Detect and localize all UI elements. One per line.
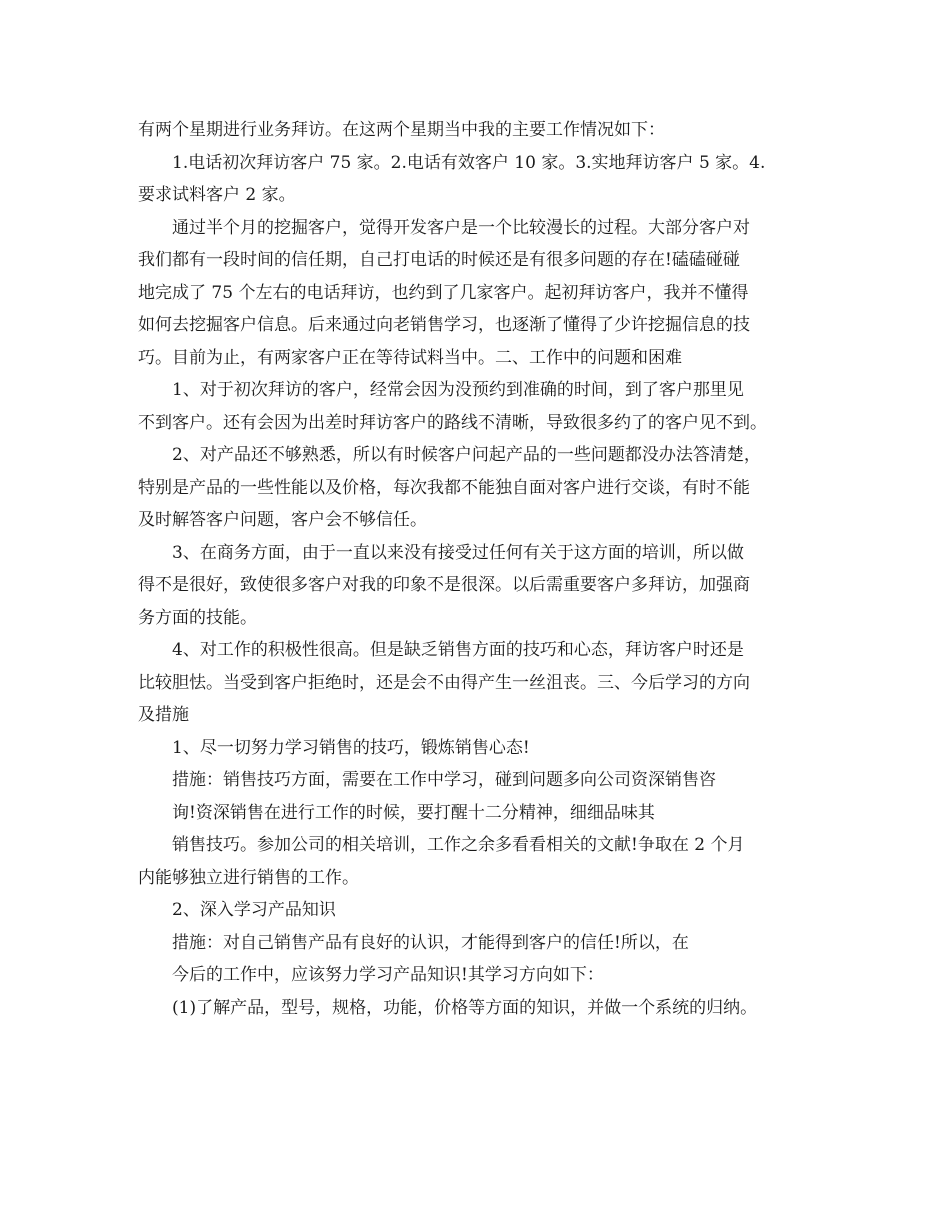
text-line: 4、对工作的积极性很高。但是缺乏销售方面的技巧和心态，拜访客户时还是 xyxy=(172,640,744,660)
text-line: 1、尽一切努力学习销售的技巧，锻炼销售心态! xyxy=(172,737,530,758)
text-line: 得不是很好，致使很多客户对我的印象不是很深。以后需重要客户多拜访，加强商 xyxy=(138,575,750,595)
text-line: 我们都有一段时间的信任期，自己打电话的时候还是有很多问题的存在!磕磕碰碰 xyxy=(138,250,740,270)
text-line: 地完成了 75 个左右的电话拜访，也约到了几家客户。起初拜访客户，我并不懂得 xyxy=(138,282,749,303)
text-line: 2、深入学习产品知识 xyxy=(172,900,336,920)
text-line: 3、在商务方面，由于一直以来没有接受过任何有关于这方面的培训，所以做 xyxy=(172,542,744,563)
text-line: 措施：销售技巧方面，需要在工作中学习，碰到问题多向公司资深销售咨 xyxy=(172,770,716,790)
text-line: 措施：对自己销售产品有良好的认识，才能得到客户的信任!所以，在 xyxy=(172,932,689,953)
text-line: 1.电话初次拜访客户 75 家。2.电话有效客户 10 家。3.实地拜访客户 5 家。4. xyxy=(172,152,766,173)
text-line: 如何去挖掘客户信息。后来通过向老销售学习，也逐渐了懂得了少许挖掘信息的技 xyxy=(138,315,750,335)
text-line: 巧。目前为止，有两家客户正在等待试料当中。二、工作中的问题和困难 xyxy=(138,347,682,368)
text-line: 及时解答客户问题，客户会不够信任。 xyxy=(138,510,427,530)
text-line: 要求试料客户 2 家。 xyxy=(138,185,296,205)
text-line: 2、对产品还不够熟悉，所以有时候客户问起产品的一些问题都没办法答清楚， xyxy=(172,445,761,465)
text-line: 有两个星期进行业务拜访。在这两个星期当中我的主要工作情况如下： xyxy=(138,120,665,140)
text-line: 销售技巧。参加公司的相关培训，工作之余多看看相关的文献!争取在 2 个月 xyxy=(172,835,745,855)
text-line: 特别是产品的一些性能以及价格，每次我都不能独自面对客户进行交谈，有时不能 xyxy=(138,477,750,498)
document-body xyxy=(138,114,828,1024)
text-line: 务方面的技能。 xyxy=(138,607,257,628)
text-line: 通过半个月的挖掘客户，觉得开发客户是一个比较漫长的过程。大部分客户对 xyxy=(172,217,750,238)
text-line: 不到客户。还有会因为出差时拜访客户的路线不清晰，导致很多约了的客户见不到。 xyxy=(138,412,767,433)
text-line: 比较胆怯。当受到客户拒绝时，还是会不由得产生一丝沮丧。三、今后学习的方向 xyxy=(138,672,750,693)
text-line: 及措施 xyxy=(138,705,189,725)
text-line: 今后的工作中，应该努力学习产品知识!其学习方向如下： xyxy=(172,965,604,985)
text-line: 内能够独立进行销售的工作。 xyxy=(138,867,359,888)
text-line: 询!资深销售在进行工作的时候，要打醒十二分精神，细细品味其 xyxy=(172,802,655,823)
text-line: 1、对于初次拜访的客户，经常会因为没预约到准确的时间，到了客户那里见 xyxy=(172,380,744,400)
text-line: (1)了解产品，型号，规格，功能，价格等方面的知识，并做一个系统的归纳。 xyxy=(172,997,758,1018)
